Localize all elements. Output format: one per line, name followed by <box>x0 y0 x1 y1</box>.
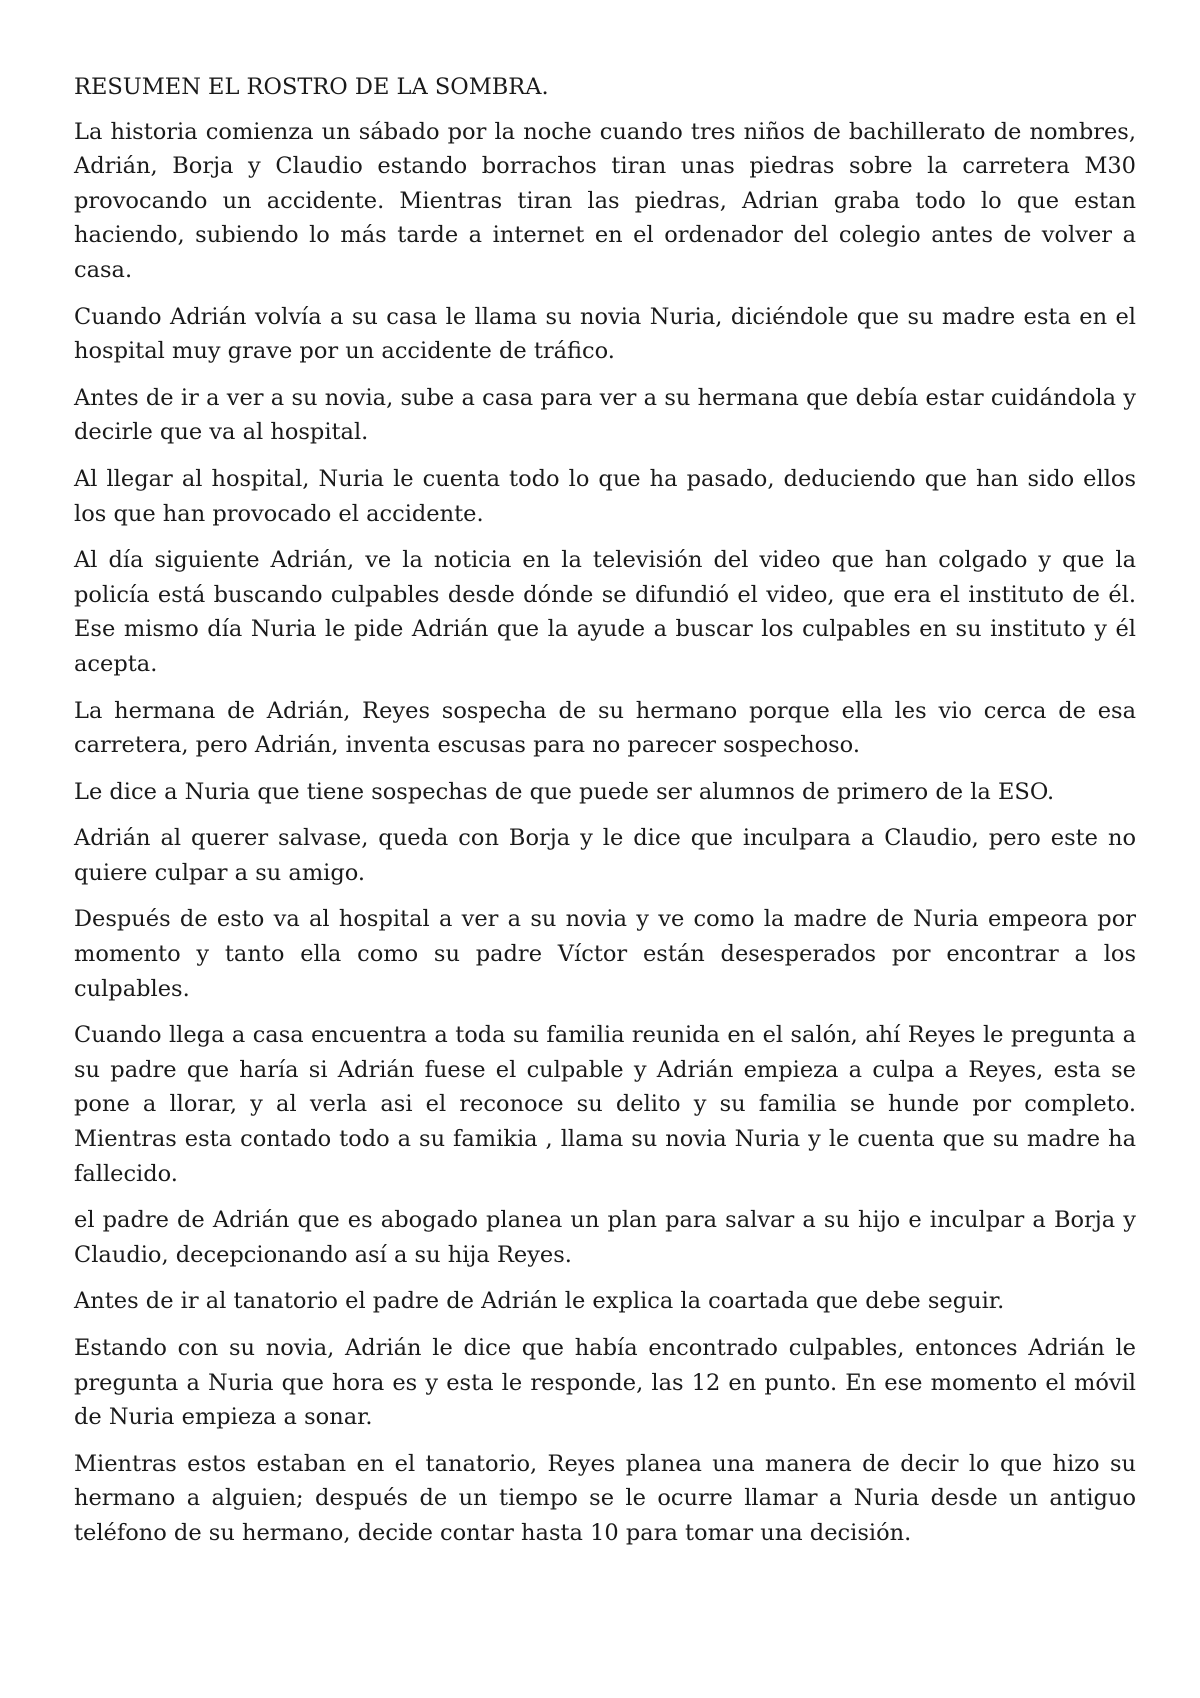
document-title: RESUMEN EL ROSTRO DE LA SOMBRA. <box>74 74 549 100</box>
paragraph: La historia comienza un sábado por la noche cuando tres niños de bachillerato de nombres, Adrián, Borja y Claudio estando borrachos tiran unas piedras sobre la carretera M30 provocando un accidente. Mientras tiran las piedras, Adrian graba todo lo que estan haciendo, subiendo lo más tarde a internet en el ordenador del colegio antes de volver a casa. <box>74 118 1136 283</box>
paragraph: Después de esto va al hospital a ver a su novia y ve como la madre de Nuria empeora por momento y tanto ella como su padre Víctor están desesperados por encontrar a los culpables. <box>74 906 1136 1002</box>
paragraph: Le dice a Nuria que tiene sospechas de que puede ser alumnos de primero de la ESO. <box>74 778 1055 805</box>
paragraph: Antes de ir al tanatorio el padre de Adrián le explica la coartada que debe seguir. <box>74 1288 1005 1315</box>
paragraph: Al día siguiente Adrián, ve la noticia en la televisión del video que han colgado y que la policía está buscando culpables desde dónde se difundió el video, que era el instituto de él. Ese mismo día Nuria le pide Adrián que la ayude a buscar los culpables en su instituto y él acepta. <box>74 547 1136 677</box>
paragraph: el padre de Adrián que es abogado planea un plan para salvar a su hijo e inculpar a Borja y Claudio, decepcionando así a su hija Reyes. <box>74 1207 1136 1268</box>
paragraph: Cuando Adrián volvía a su casa le llama su novia Nuria, diciéndole que su madre esta en el hospital muy grave por un accidente de tráfico. <box>74 303 1136 365</box>
paragraph: Cuando llega a casa encuentra a toda su familia reunida en el salón, ahí Reyes le pregunta a su padre que haría si Adrián fuese el culpable y Adrián empieza a culpa a Reyes, esta se pone a llorar, y al verla asi el reconoce su delito y su familia se hunde por completo. Mientras esta contado todo a su famikia , llama su novia Nuria y le cuenta que su madre ha fallecido. <box>74 1022 1136 1187</box>
paragraph: Adrián al querer salvase, queda con Borja y le dice que inculpara a Claudio, pero este no quiere culpar a su amigo. <box>74 825 1136 886</box>
paragraph: Estando con su novia, Adrián le dice que había encontrado culpables, entonces Adrián le pregunta a Nuria que hora es y esta le responde, las 12 en punto. En ese momento el móvil de Nuria empieza a sonar. <box>74 1335 1136 1431</box>
paragraph: Al llegar al hospital, Nuria le cuenta todo lo que ha pasado, deduciendo que han sido ellos los que han provocado el accidente. <box>74 465 1136 527</box>
paragraph: La hermana de Adrián, Reyes sospecha de su hermano porque ella les vio cerca de esa carretera, pero Adrián, inventa escusas para no parecer sospechoso. <box>74 697 1136 759</box>
paragraph: Mientras estos estaban en el tanatorio, Reyes planea una manera de decir lo que hizo su hermano a alguien; después de un tiempo se le ocurre llamar a Nuria desde un antiguo teléfono de su hermano, decide contar hasta 10 para tomar una decisión. <box>74 1450 1136 1546</box>
document-page <box>74 70 1136 1563</box>
paragraph: Antes de ir a ver a su novia, sube a casa para ver a su hermana que debía estar cuidándola y decirle que va al hospital. <box>74 384 1136 446</box>
